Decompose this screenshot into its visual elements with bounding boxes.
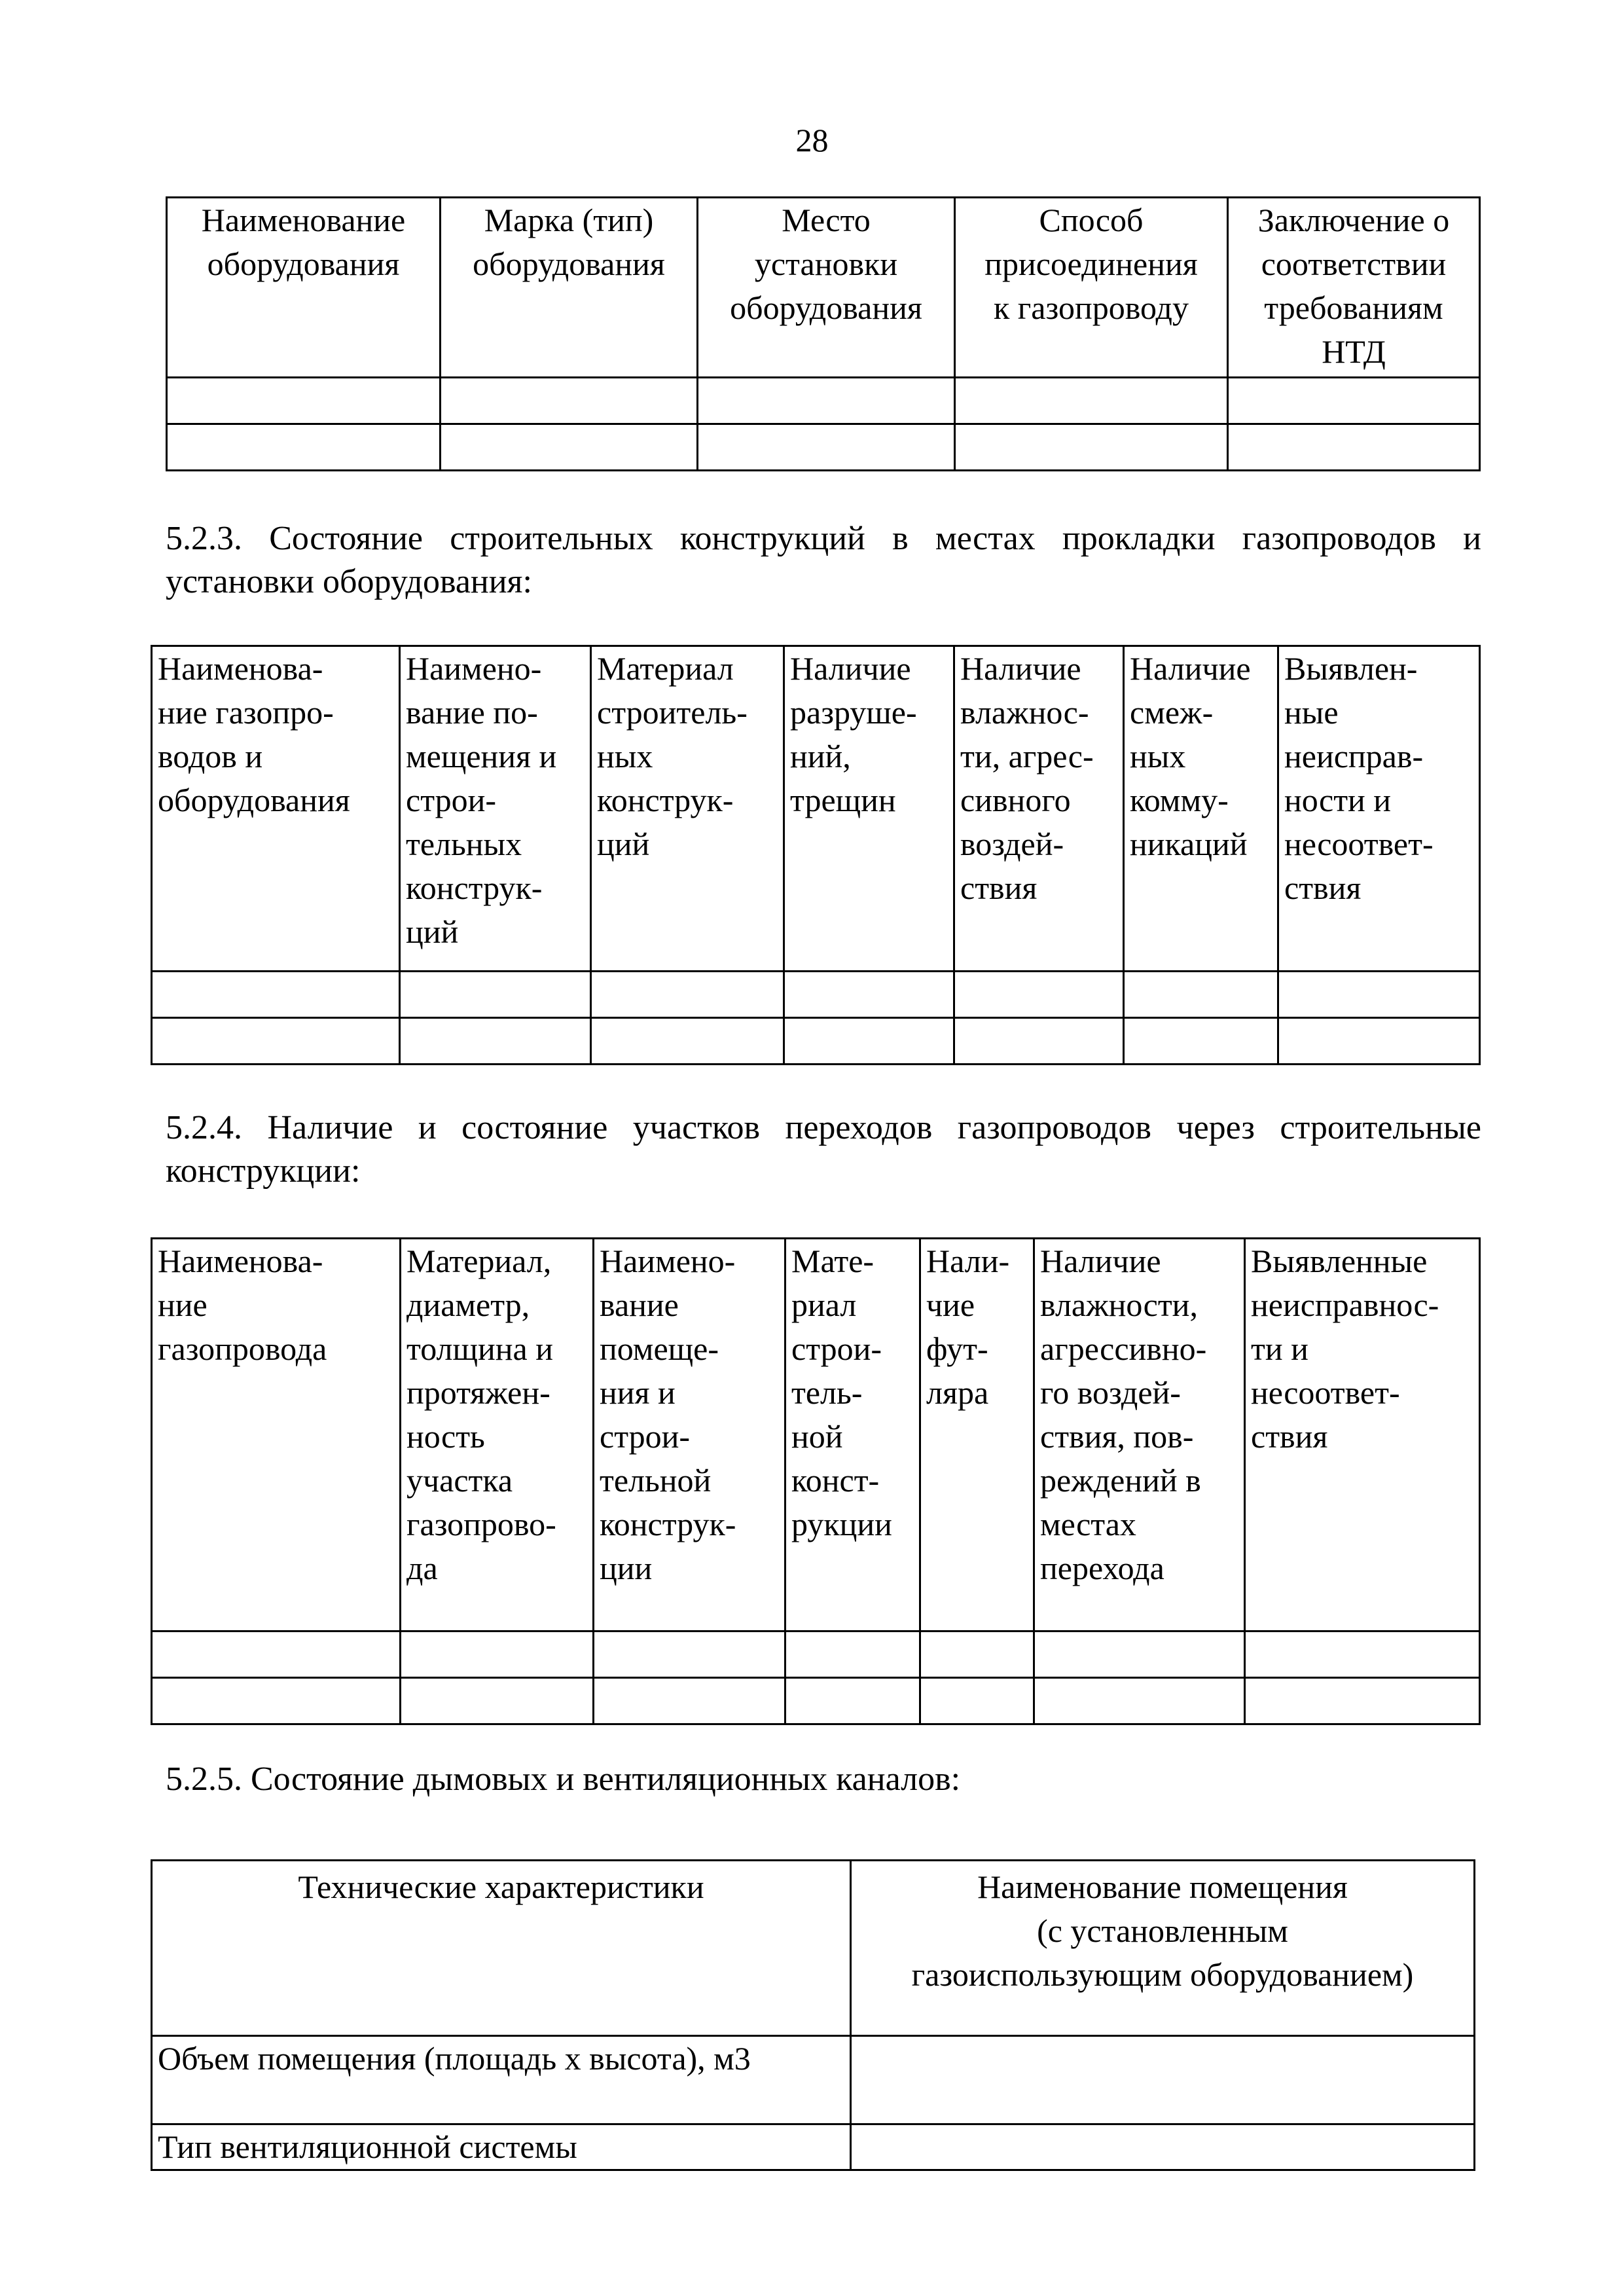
table-cell[interactable] [1228, 424, 1480, 471]
table-cell[interactable] [920, 1678, 1034, 1724]
section-heading-5-2-3: 5.2.3. Состояние строительных конструкций в местах прокладки газопроводов и установки оборудования: [166, 520, 1481, 600]
row-label: Объем помещения (площадь х высота), м3 [152, 2036, 851, 2124]
table-row [152, 2036, 1475, 2124]
table-cell[interactable] [441, 424, 698, 471]
header-cell: Наименование оборудования [167, 198, 441, 378]
ventilation-channels-table [151, 1859, 1475, 2171]
table-cell[interactable] [167, 424, 441, 471]
header-cell: Мате- риал строи- тель- ной конст- рукции [785, 1239, 920, 1631]
building-structures-table [151, 645, 1481, 1065]
table-cell[interactable] [698, 424, 955, 471]
section-heading-5-2-4: 5.2.4. Наличие и состояние участков переходов газопроводов через строительные конструкции: [166, 1109, 1481, 1190]
table-header-row [152, 1239, 1480, 1631]
table-cell[interactable] [954, 972, 1124, 1018]
table-cell[interactable] [1228, 378, 1480, 424]
header-cell: Наименова- ние газопровода [152, 1239, 401, 1631]
table-cell[interactable] [1278, 972, 1480, 1018]
table-cell[interactable] [1245, 1631, 1480, 1678]
header-cell: Наличие влажности, агрессивно- го воздей- ствия, пов- реждений в местах перехода [1034, 1239, 1245, 1631]
table-cell[interactable] [152, 1678, 401, 1724]
table-cell[interactable] [785, 1678, 920, 1724]
table-row [152, 1018, 1480, 1065]
table-row [167, 424, 1480, 471]
table-cell[interactable] [1034, 1631, 1245, 1678]
table-cell[interactable] [152, 1631, 401, 1678]
page-number: 28 [795, 122, 829, 158]
table-cell[interactable] [152, 972, 400, 1018]
table-cell[interactable] [698, 378, 955, 424]
table-cell[interactable] [851, 2036, 1475, 2124]
table-cell[interactable] [785, 1631, 920, 1678]
pipeline-crossings-table [151, 1237, 1481, 1725]
header-cell: Технические характеристики [152, 1861, 851, 2036]
table-header-row [152, 646, 1480, 972]
table-row [152, 972, 1480, 1018]
table-cell[interactable] [441, 378, 698, 424]
table-cell[interactable] [1124, 972, 1278, 1018]
table-cell[interactable] [594, 1631, 785, 1678]
table-cell[interactable] [400, 1018, 591, 1065]
table-row [152, 2124, 1475, 2170]
header-cell: Наимено- вание по- мещения и строи- тельных конструк- ций [400, 646, 591, 972]
table-cell[interactable] [591, 972, 784, 1018]
equipment-table [166, 196, 1481, 471]
header-cell: Материал строитель- ных конструк- ций [591, 646, 784, 972]
table-cell[interactable] [1124, 1018, 1278, 1065]
table-cell[interactable] [167, 378, 441, 424]
table-row [152, 1678, 1480, 1724]
table-header-row [167, 198, 1480, 378]
table-row [167, 378, 1480, 424]
header-cell: Выявленные неисправнос- ти и несоответ- ствия [1245, 1239, 1480, 1631]
table-cell[interactable] [594, 1678, 785, 1724]
header-cell: Наличие влажнос- ти, агрес- сивного воздей- ствия [954, 646, 1124, 972]
table-row [152, 1631, 1480, 1678]
header-cell: Материал, диаметр, толщина и протяжен- ность участка газопрово- да [401, 1239, 594, 1631]
table-cell[interactable] [152, 1018, 400, 1065]
table-cell[interactable] [784, 972, 954, 1018]
header-cell: Заключение о соответствии требованиям НТД [1228, 198, 1480, 378]
table-cell[interactable] [955, 424, 1228, 471]
section-heading-5-2-5: 5.2.5. Состояние дымовых и вентиляционных каналов: [166, 1760, 961, 1798]
header-cell: Наличие смеж- ных комму- никаций [1124, 646, 1278, 972]
table-cell[interactable] [401, 1678, 594, 1724]
table-cell[interactable] [920, 1631, 1034, 1678]
row-label: Тип вентиляционной системы [152, 2124, 851, 2170]
table-cell[interactable] [955, 378, 1228, 424]
table-cell[interactable] [401, 1631, 594, 1678]
header-cell: Наименова- ние газопро- водов и оборудования [152, 646, 400, 972]
table-cell[interactable] [1278, 1018, 1480, 1065]
table-cell[interactable] [400, 972, 591, 1018]
header-cell: Выявлен- ные неисправ- ности и несоответ- ствия [1278, 646, 1480, 972]
table-cell[interactable] [784, 1018, 954, 1065]
table-header-row [152, 1861, 1475, 2036]
header-cell: Наимено- вание помеще- ния и строи- тельной конструк- ции [594, 1239, 785, 1631]
header-cell: Наименование помещения (с установленным газоиспользующим оборудованием) [851, 1861, 1475, 2036]
table-cell[interactable] [954, 1018, 1124, 1065]
table-cell[interactable] [1245, 1678, 1480, 1724]
table-cell[interactable] [591, 1018, 784, 1065]
table-cell[interactable] [851, 2124, 1475, 2170]
header-cell: Наличие разруше- ний, трещин [784, 646, 954, 972]
header-cell: Нали- чие фут- ляра [920, 1239, 1034, 1631]
header-cell: Способ присоединения к газопроводу [955, 198, 1228, 378]
header-cell: Место установки оборудования [698, 198, 955, 378]
header-cell: Марка (тип) оборудования [441, 198, 698, 378]
table-cell[interactable] [1034, 1678, 1245, 1724]
